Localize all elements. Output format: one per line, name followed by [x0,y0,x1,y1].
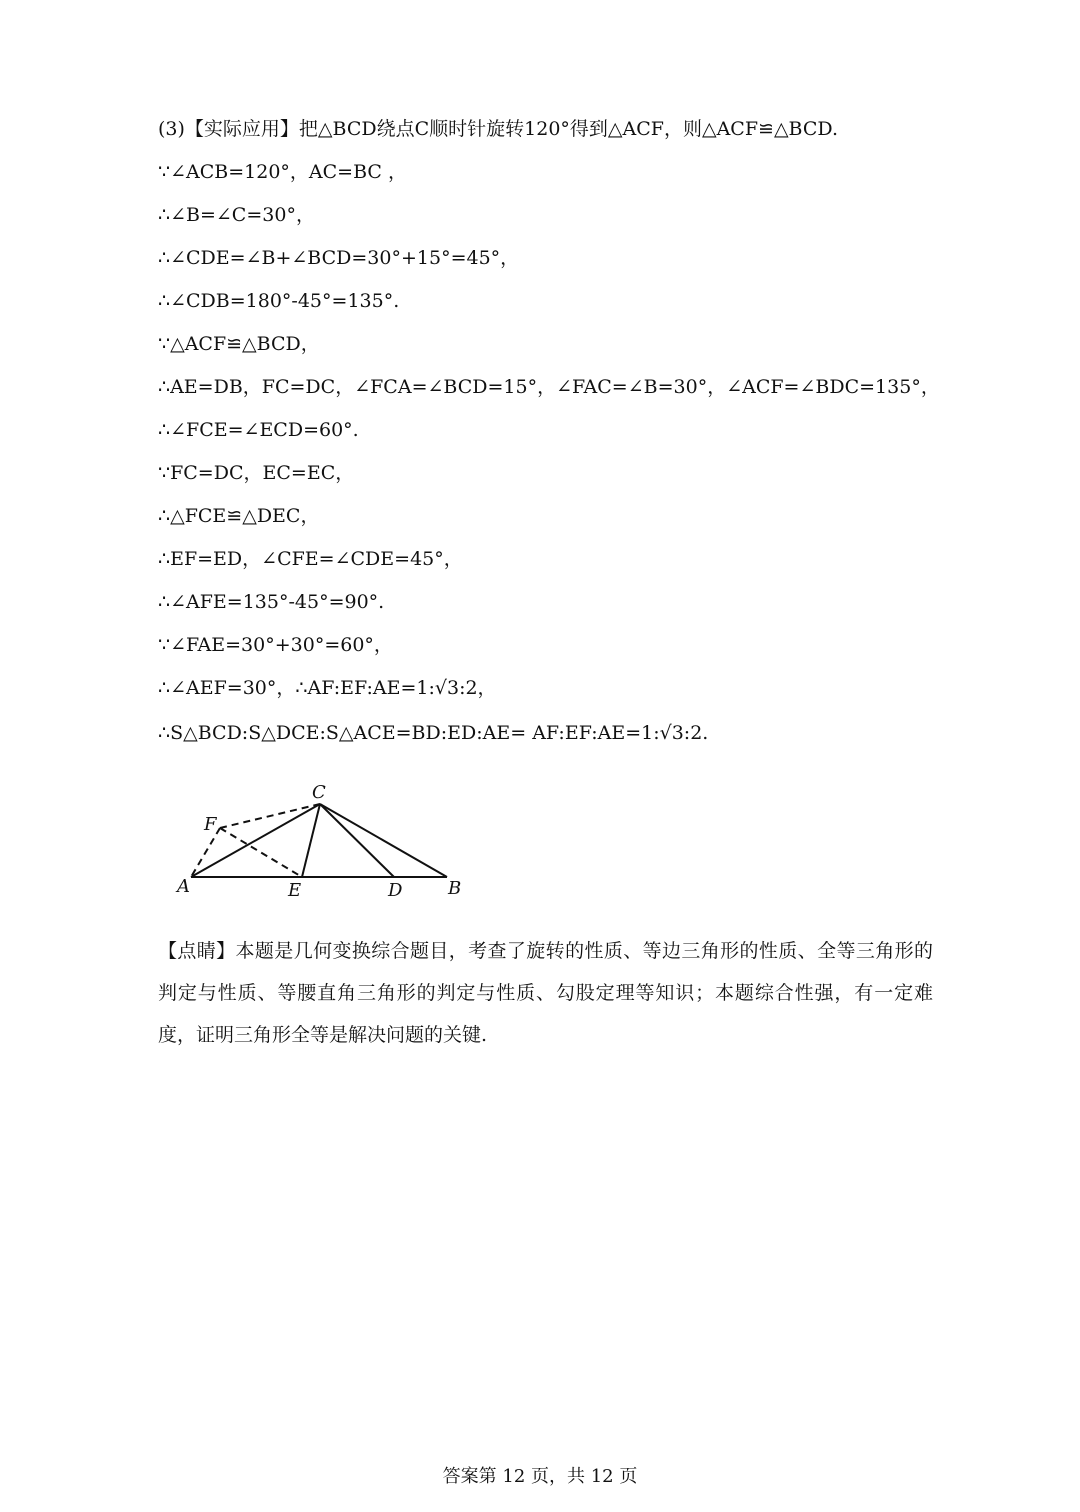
page-footer: 答案第 12 页，共 12 页 [442,1466,638,1487]
proof-line-6: ∵△ACF≌△BCD， [158,333,320,355]
proof-line-8: ∴∠FCE=∠ECD=60°. [158,419,359,441]
label-E: E [288,880,302,901]
proof-line-5: ∴∠CDB=180°-45°=135°. [158,290,400,312]
label-B: B [448,878,462,899]
segment-CE [302,804,320,877]
label-A: A [177,876,190,897]
segment-FC [220,804,320,828]
label-D: D [388,880,403,901]
proof-line-11: ∴EF=ED，∠CFE=∠CDE=45°， [158,548,463,570]
proof-line-9: ∵FC=DC，EC=EC， [158,462,355,484]
proof-line-13: ∵∠FAE=30°+30°=60°， [158,634,393,656]
label-F: F [204,814,217,835]
proof-line-1: (3)【实际应用】把△BCD绕点C顺时针旋转120°得到△ACF，则△ACF≌△BCD. [158,118,839,140]
proof-line-7: ∴AE=DB，FC=DC，∠FCA=∠BCD=15°，∠FAC=∠B=30°，∠ACF=∠BDC=135°， [158,376,940,398]
proof-line-10: ∴△FCE≌△DEC， [158,505,320,527]
geometry-figure [170,780,480,905]
proof-line-15: ∴S△BCD:S△DCE:S△ACE=BD:ED:AE= AF:EF:AE=1:√3:2. [158,722,709,744]
label-C: C [312,782,326,803]
key-point-note: 【点睛】本题是几何变换综合题目，考查了旋转的性质、等边三角形的性质、全等三角形的判定与性质、等腰直角三角形的判定与性质、勾股定理等知识；本题综合性强，有一定难度，证明三角形全等是解决问题的关键. [158,940,933,1046]
proof-line-4: ∴∠CDE=∠B+∠BCD=30°+15°=45°， [158,247,520,269]
proof-line-12: ∴∠AFE=135°-45°=90°. [158,591,385,613]
proof-line-3: ∴∠B=∠C=30°， [158,204,315,226]
proof-line-2: ∵∠ACB=120°，AC=BC ， [158,161,407,183]
proof-line-14: ∴∠AEF=30°，∴AF:EF:AE=1:√3:2， [158,677,497,699]
